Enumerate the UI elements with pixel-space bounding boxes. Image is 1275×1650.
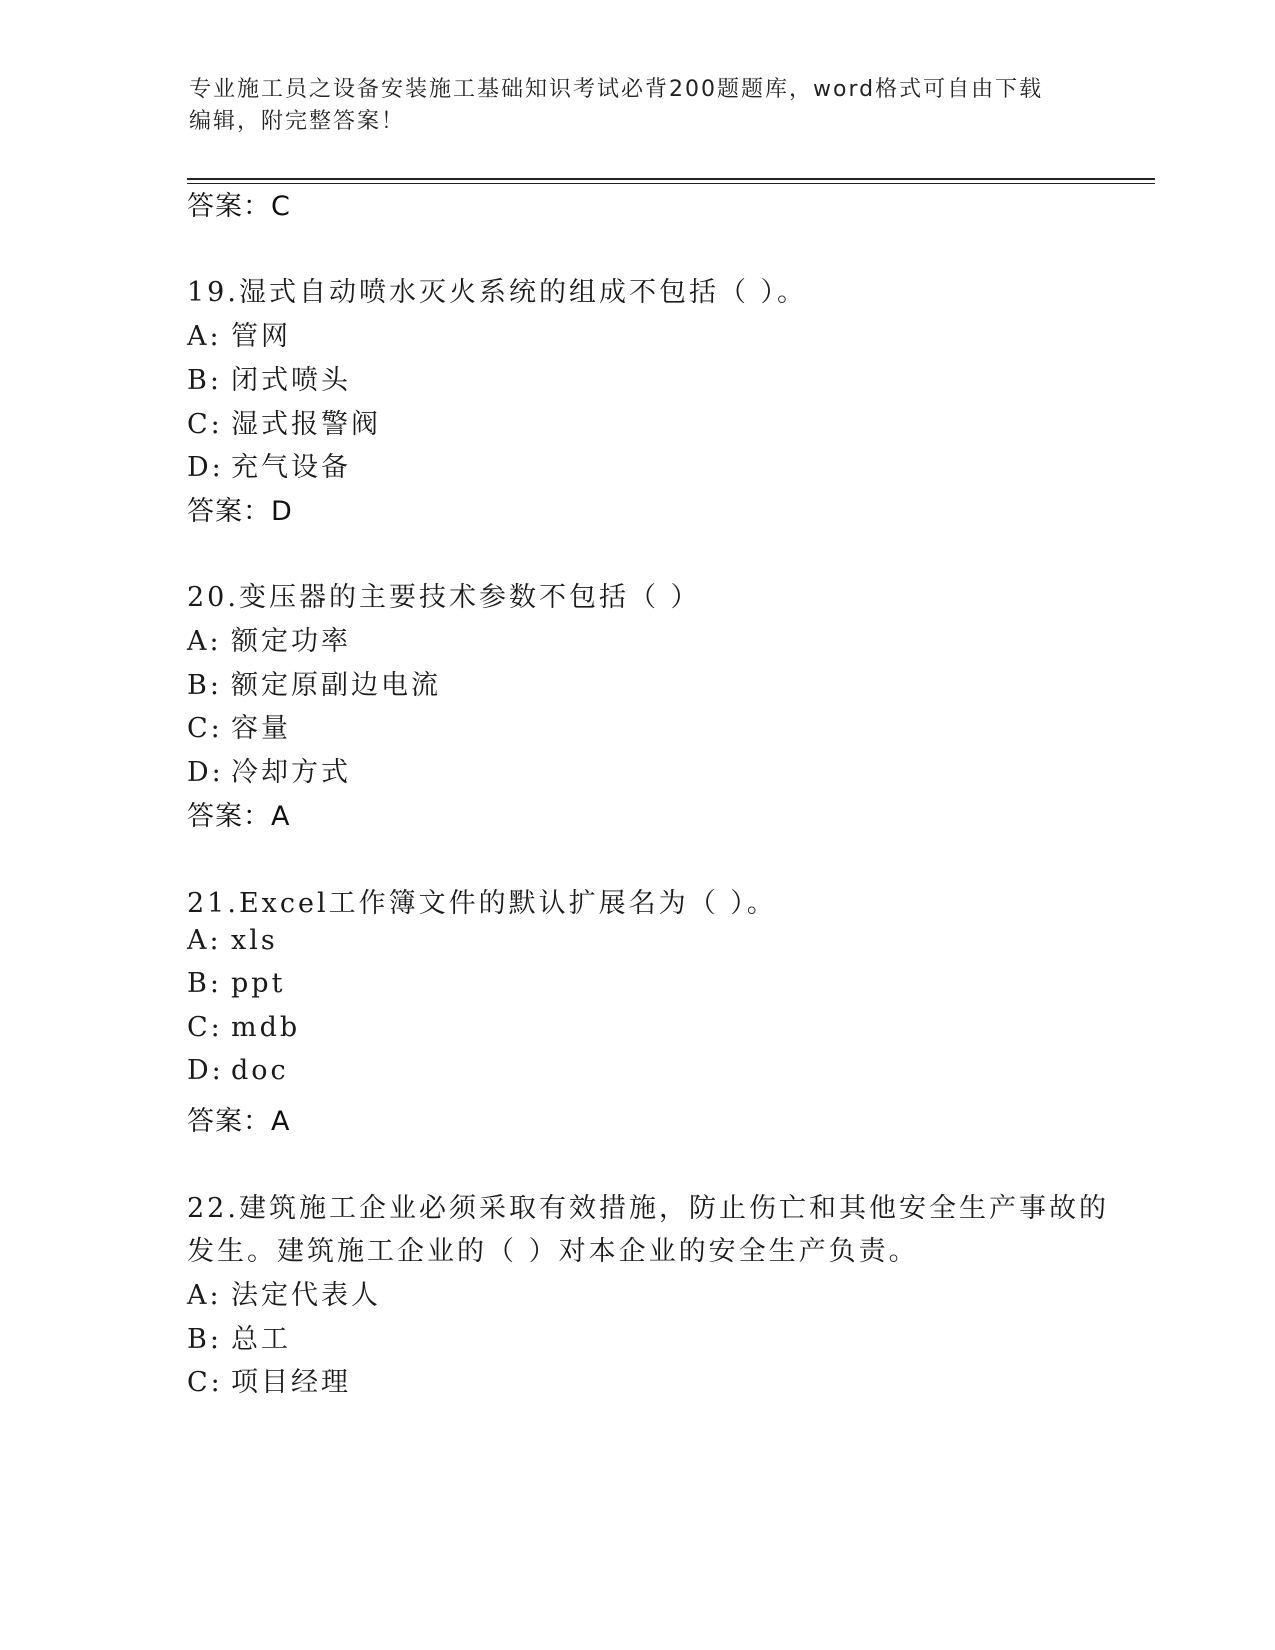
question-20-option-b	[187, 663, 441, 702]
option-key: B:	[187, 365, 222, 396]
option-key: A:	[187, 925, 222, 956]
option-text: mdb	[231, 1012, 301, 1043]
option-key: D:	[187, 757, 224, 788]
option-key: C:	[187, 713, 223, 744]
option-text: 额定功率	[231, 626, 351, 657]
question-21-stem: 21.Excel工作簿文件的默认扩展名为（ ）。	[187, 888, 777, 919]
option-key: C:	[187, 1367, 223, 1398]
question-20-stem: 20.变压器的主要技术参数不包括（ ）	[187, 582, 701, 613]
option-key: C:	[187, 409, 223, 440]
question-19-option-b	[187, 358, 351, 397]
header-line-1: 专业施工员之设备安装施工基础知识考试必背200题题库，word格式可自由下载	[189, 77, 1044, 102]
option-text: ppt	[231, 968, 286, 999]
answer-21: 答案：A	[187, 1106, 291, 1137]
question-22-option-b	[187, 1317, 291, 1356]
question-20-option-d	[187, 750, 351, 789]
question-20-option-a	[187, 619, 351, 658]
option-text: 管网	[231, 321, 291, 352]
question-21-option-b	[187, 968, 285, 999]
answer-18: 答案：C	[187, 191, 291, 222]
question-22-stem-line-2: 发生。建筑施工企业的（ ）对本企业的安全生产负责。	[187, 1236, 919, 1267]
question-19-option-a	[187, 314, 291, 353]
option-key: C:	[187, 1012, 223, 1043]
question-19-option-c	[187, 402, 381, 441]
option-text: 项目经理	[231, 1367, 351, 1398]
option-key: A:	[187, 321, 222, 352]
header-line-2: 编辑，附完整答案！	[189, 109, 406, 134]
option-text: 湿式报警阀	[231, 409, 381, 440]
header-divider-thick	[187, 178, 1155, 180]
option-key: D:	[187, 452, 224, 483]
option-key: A:	[187, 1280, 222, 1311]
answer-19: 答案：D	[187, 496, 293, 527]
option-text: 容量	[231, 713, 291, 744]
question-22-stem-line-1: 22.建筑施工企业必须采取有效措施，防止伤亡和其他安全生产事故的	[187, 1193, 1109, 1224]
option-text: 法定代表人	[231, 1280, 381, 1311]
header-divider-thin	[187, 183, 1155, 184]
option-key: D:	[187, 1055, 224, 1086]
question-21-option-d	[187, 1055, 289, 1086]
question-19-stem: 19.湿式自动喷水灭火系统的组成不包括（ ）。	[187, 277, 808, 308]
document-header	[189, 74, 1089, 138]
option-key: A:	[187, 626, 222, 657]
question-21-option-a	[187, 925, 278, 956]
question-22-option-c	[187, 1360, 351, 1399]
question-19-option-d	[187, 445, 351, 484]
option-text: 总工	[231, 1324, 291, 1355]
option-key: B:	[187, 968, 222, 999]
option-text: doc	[231, 1055, 289, 1086]
question-20-option-c	[187, 706, 291, 745]
option-key: B:	[187, 670, 222, 701]
option-text: xls	[231, 925, 278, 956]
option-text: 冷却方式	[231, 757, 351, 788]
question-21-option-c	[187, 1012, 300, 1043]
question-22-option-a	[187, 1273, 381, 1312]
option-key: B:	[187, 1324, 222, 1355]
option-text: 闭式喷头	[231, 365, 351, 396]
answer-20: 答案：A	[187, 801, 291, 832]
option-text: 额定原副边电流	[231, 670, 441, 701]
option-text: 充气设备	[231, 452, 351, 483]
